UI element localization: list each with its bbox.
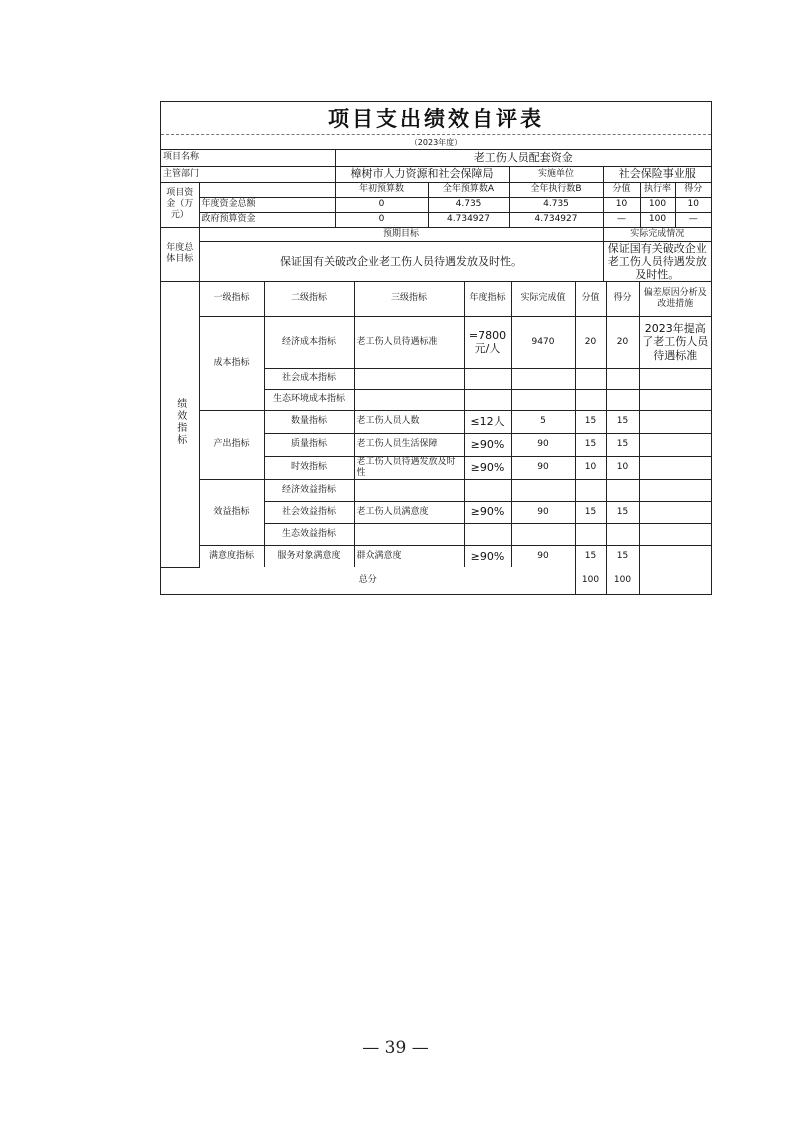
level3-indicator	[354, 389, 464, 410]
deviation-note	[639, 479, 711, 501]
deviation-note	[639, 433, 711, 456]
deviation-note	[639, 368, 711, 389]
funds-header: 全年执行数B	[509, 182, 603, 197]
funds-score: —	[675, 212, 711, 227]
level2-indicator: 生态效益指标	[264, 523, 354, 545]
deviation-note	[639, 523, 711, 545]
actual-completion-header: 实际完成情况	[603, 227, 711, 241]
score: 10	[606, 456, 639, 479]
level1-indicator: 产出指标	[199, 410, 264, 479]
level1-indicator: 成本指标	[199, 316, 264, 410]
actual-completion-text: 保证国有关破改企业老工伤人员待遇发放及时性。	[603, 241, 711, 282]
score-value	[575, 523, 606, 545]
self-evaluation-form	[160, 101, 712, 595]
score-value: 15	[575, 501, 606, 523]
dept-value: 樟树市人力资源和社会保障局	[335, 166, 509, 182]
level2-indicator: 社会效益指标	[264, 501, 354, 523]
funds-row-label: 政府预算资金	[199, 212, 335, 227]
annual-target: ≥90%	[464, 501, 511, 523]
level3-indicator: 群众满意度	[354, 545, 464, 567]
funds-header: 得分	[675, 182, 711, 197]
total-label: 总分	[161, 567, 575, 594]
perf-header: 分值	[575, 282, 606, 316]
score-value	[575, 368, 606, 389]
deviation-note	[639, 456, 711, 479]
score-value: 15	[575, 410, 606, 433]
level3-indicator: 老工伤人员人数	[354, 410, 464, 433]
score-value: 15	[575, 433, 606, 456]
score: 15	[606, 545, 639, 567]
expected-goal-text: 保证国有关破改企业老工伤人员待遇发放及时性。	[199, 241, 603, 282]
deviation-note	[639, 545, 711, 567]
annual-target	[464, 368, 511, 389]
funds-executed: 4.734927	[509, 212, 603, 227]
actual-value: 9470	[511, 316, 575, 368]
score	[606, 368, 639, 389]
deviation-note: 2023年提高了老工伤人员待遇标准	[639, 316, 711, 368]
actual-value: 5	[511, 410, 575, 433]
funds-rate: 100	[640, 197, 675, 212]
perf-header: 三级指标	[354, 282, 464, 316]
funds-header: 执行率	[640, 182, 675, 197]
score	[606, 479, 639, 501]
perf-header: 得分	[606, 282, 639, 316]
funds-score: 10	[675, 197, 711, 212]
level3-indicator: 老工伤人员待遇标准	[354, 316, 464, 368]
perf-header: 一级指标	[199, 282, 264, 316]
annual-target: ≤12人	[464, 410, 511, 433]
page-number: — 39 —	[362, 1038, 429, 1058]
form-year: （2023年度）	[161, 135, 711, 150]
project-name-value: 老工伤人员配套资金	[335, 150, 711, 166]
annual-target: ≥90%	[464, 433, 511, 456]
score: 15	[606, 433, 639, 456]
funds-score-value: —	[603, 212, 640, 227]
perf-indicators-label	[161, 282, 199, 567]
perf-header: 年度指标	[464, 282, 511, 316]
total-note	[639, 567, 711, 594]
dept-label: 主管部门	[161, 166, 335, 182]
funds-executed: 4.735	[509, 197, 603, 212]
actual-value: 90	[511, 456, 575, 479]
summary-table	[161, 150, 711, 282]
funds-rate: 100	[640, 212, 675, 227]
total-value: 100	[575, 567, 606, 594]
actual-value: 90	[511, 501, 575, 523]
annual-target	[464, 479, 511, 501]
annual-target: =7800元/人	[464, 316, 511, 368]
funds-budget: 4.735	[428, 197, 509, 212]
level2-indicator: 经济效益指标	[264, 479, 354, 501]
funds-score-value: 10	[603, 197, 640, 212]
level2-indicator: 生态环境成本指标	[264, 389, 354, 410]
level3-indicator	[354, 479, 464, 501]
actual-value	[511, 389, 575, 410]
perf-header: 实际完成值	[511, 282, 575, 316]
score-value: 20	[575, 316, 606, 368]
funds-initial: 0	[335, 212, 428, 227]
level2-indicator: 质量指标	[264, 433, 354, 456]
score-value: 10	[575, 456, 606, 479]
funds-initial: 0	[335, 197, 428, 212]
score	[606, 523, 639, 545]
impl-unit-value: 社会保险事业服	[603, 166, 711, 182]
score-value	[575, 479, 606, 501]
actual-value	[511, 368, 575, 389]
actual-value: 90	[511, 433, 575, 456]
performance-table	[161, 282, 711, 594]
goal-label: 年度总体目标	[161, 227, 199, 282]
impl-unit-label: 实施单位	[509, 166, 603, 182]
level2-indicator: 数量指标	[264, 410, 354, 433]
annual-target	[464, 523, 511, 545]
funds-row-label: 年度资金总额	[199, 197, 335, 212]
deviation-note	[639, 501, 711, 523]
level2-indicator: 经济成本指标	[264, 316, 354, 368]
annual-target: ≥90%	[464, 456, 511, 479]
level2-indicator: 服务对象满意度	[264, 545, 354, 567]
funds-label: 项目资金（万元）	[161, 182, 199, 227]
project-name-label: 项目名称	[161, 150, 335, 166]
total-score: 100	[606, 567, 639, 594]
form-title: 项目支出绩效自评表	[161, 102, 711, 135]
expected-goal-header: 预期目标	[199, 227, 603, 241]
level3-indicator	[354, 368, 464, 389]
score	[606, 389, 639, 410]
score-value	[575, 389, 606, 410]
annual-target	[464, 389, 511, 410]
level3-indicator	[354, 523, 464, 545]
perf-indicators-text: 绩效指标	[174, 398, 186, 447]
score: 15	[606, 410, 639, 433]
perf-header: 偏差原因分析及改进措施	[639, 282, 711, 316]
funds-header: 全年预算数A	[428, 182, 509, 197]
deviation-note	[639, 389, 711, 410]
funds-header: 年初预算数	[335, 182, 428, 197]
level1-indicator: 效益指标	[199, 479, 264, 545]
score-value: 15	[575, 545, 606, 567]
level1-indicator: 满意度指标	[199, 545, 264, 567]
level3-indicator: 老工伤人员待遇发放及时性	[354, 456, 464, 479]
actual-value	[511, 479, 575, 501]
level2-indicator: 社会成本指标	[264, 368, 354, 389]
level2-indicator: 时效指标	[264, 456, 354, 479]
funds-budget: 4.734927	[428, 212, 509, 227]
score: 15	[606, 501, 639, 523]
level3-indicator: 老工伤人员生活保障	[354, 433, 464, 456]
actual-value: 90	[511, 545, 575, 567]
actual-value	[511, 523, 575, 545]
level3-indicator: 老工伤人员满意度	[354, 501, 464, 523]
score: 20	[606, 316, 639, 368]
deviation-note	[639, 410, 711, 433]
perf-header: 二级指标	[264, 282, 354, 316]
funds-header: 分值	[603, 182, 640, 197]
annual-target: ≥90%	[464, 545, 511, 567]
